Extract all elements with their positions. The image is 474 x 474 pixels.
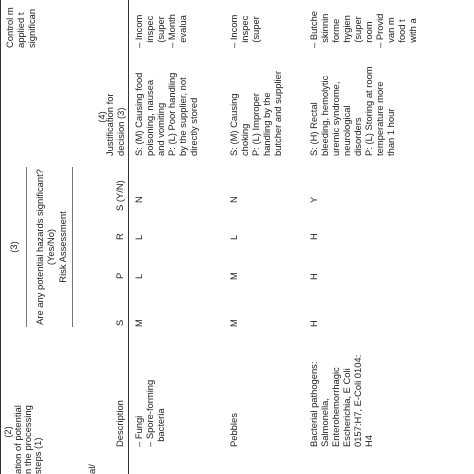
subheader-s: S (114, 319, 125, 326)
col5-title-line3: significan (26, 8, 37, 48)
subheader-justification-line1: Justification for (104, 93, 115, 156)
col3-number: (3) (8, 241, 19, 253)
row3-control-1: – Butche (308, 10, 319, 48)
row1-description-1: – Fungi (133, 415, 144, 447)
al-fragment: al/ (86, 464, 97, 474)
row3-control-5: (super (352, 16, 363, 48)
row1-control-4: – Month (166, 14, 177, 48)
row1-justification-6: directly stored (188, 97, 199, 156)
row3-description-5: 0157:H7, E-Coli 0104: (352, 354, 363, 447)
subheader-justification-line2: decision (3) (115, 107, 126, 156)
row3-description-2: Salmonella, (319, 398, 330, 447)
row3-description-1: Bacterial pathogens: (308, 361, 319, 447)
row3-control-3: forme (330, 18, 341, 48)
subheader-syn: S (Y/N) (114, 180, 125, 211)
row1-s: M (133, 319, 144, 327)
risk-assessment-label: Risk Assessment (57, 211, 68, 283)
row1-control-5: evalua (177, 15, 188, 48)
row1-control-1: – Incom (133, 14, 144, 48)
row1-justification-5: by the supplier, not (177, 77, 188, 156)
col4-number: (4) (96, 111, 107, 123)
row3-syn: Y (308, 196, 319, 203)
header-bottom-rule (128, 0, 129, 474)
risk-assessment-underline (72, 167, 73, 327)
row3-control-7: – Provid (374, 13, 385, 48)
row2-control-1: – Incom (228, 14, 239, 48)
row1-justification-1: S: (M) Causing food (133, 72, 144, 156)
col2-title-line2: n the processing (22, 405, 33, 474)
row3-justification-8: than 1 hour (385, 108, 396, 156)
row1-p: L (133, 273, 144, 279)
row2-justification-5: butcher and supplier (272, 71, 283, 156)
col2-number: (2) (2, 426, 13, 438)
row3-r: H (308, 233, 319, 240)
row2-control-2: inspec (239, 15, 250, 48)
row3-justification-6: P: (L) Storing at room (363, 66, 374, 156)
row3-control-9: food t (396, 19, 407, 48)
col3-header-underline (26, 167, 27, 327)
row3-description-3: Enterohemorrhagic (330, 367, 341, 447)
subheader-description: Description (114, 400, 125, 447)
row2-r: L (228, 234, 239, 240)
row2-justification-4: handling by the (261, 92, 272, 156)
row1-syn: N (133, 196, 144, 203)
row1-control-3: (super (155, 16, 166, 48)
col3-title-line1: Are any potential hazards significant? (34, 169, 45, 325)
row3-control-8: van m (385, 17, 396, 48)
col5-title-line2: applied t (15, 12, 26, 48)
col3-title-line2: (Yes/No) (45, 228, 56, 266)
row1-control-2: inspec (144, 15, 155, 48)
table-top-rule (0, 0, 1, 474)
row2-control-3: (super (250, 16, 261, 48)
row3-justification-1: S: (H) Rectal (308, 102, 319, 156)
row3-control-2: skinnin (319, 13, 330, 48)
row3-control-10: with a (407, 18, 418, 48)
row1-r: L (133, 234, 144, 240)
subheader-p: P (114, 272, 125, 279)
row3-justification-5: disorders (352, 117, 363, 156)
row3-justification-2: bleeding, hemolytic (319, 75, 330, 156)
row3-control-6: room (363, 21, 374, 48)
row3-justification-4: neurological (341, 105, 352, 156)
row1-description-3: bacteria (155, 408, 166, 447)
row3-justification-7: temperature more (374, 81, 385, 156)
row1-justification-2: poisoning, nausea (144, 79, 155, 156)
row2-description-1: Pebbles (228, 413, 239, 447)
row3-s: H (308, 320, 319, 327)
row1-description-2: – Spore-forming (144, 379, 155, 447)
row3-p: H (308, 273, 319, 280)
col2-title-line3: steps (1) (32, 437, 43, 474)
row2-syn: N (228, 196, 239, 203)
subheader-r: R (114, 233, 125, 240)
row2-justification-3: P: (L) Improper (250, 92, 261, 156)
col5-title-line1: Control m (4, 7, 15, 48)
row2-p: M (228, 272, 239, 280)
row3-description-6: H4 (363, 435, 374, 447)
row3-description-4: Escherichia, E Coli (341, 368, 352, 447)
col2-title-line1: ation of potential (12, 405, 23, 474)
row3-control-4: hygien (341, 15, 352, 48)
row2-justification-2: choking (239, 123, 250, 156)
row1-justification-3: and vomiting (155, 102, 166, 156)
row3-justification-3: uremic syndrome, (330, 81, 341, 156)
row1-justification-4: P: (L) Poor handling (166, 72, 177, 156)
row2-s: M (228, 319, 239, 327)
row2-justification-1: S: (M) Causing (228, 93, 239, 156)
